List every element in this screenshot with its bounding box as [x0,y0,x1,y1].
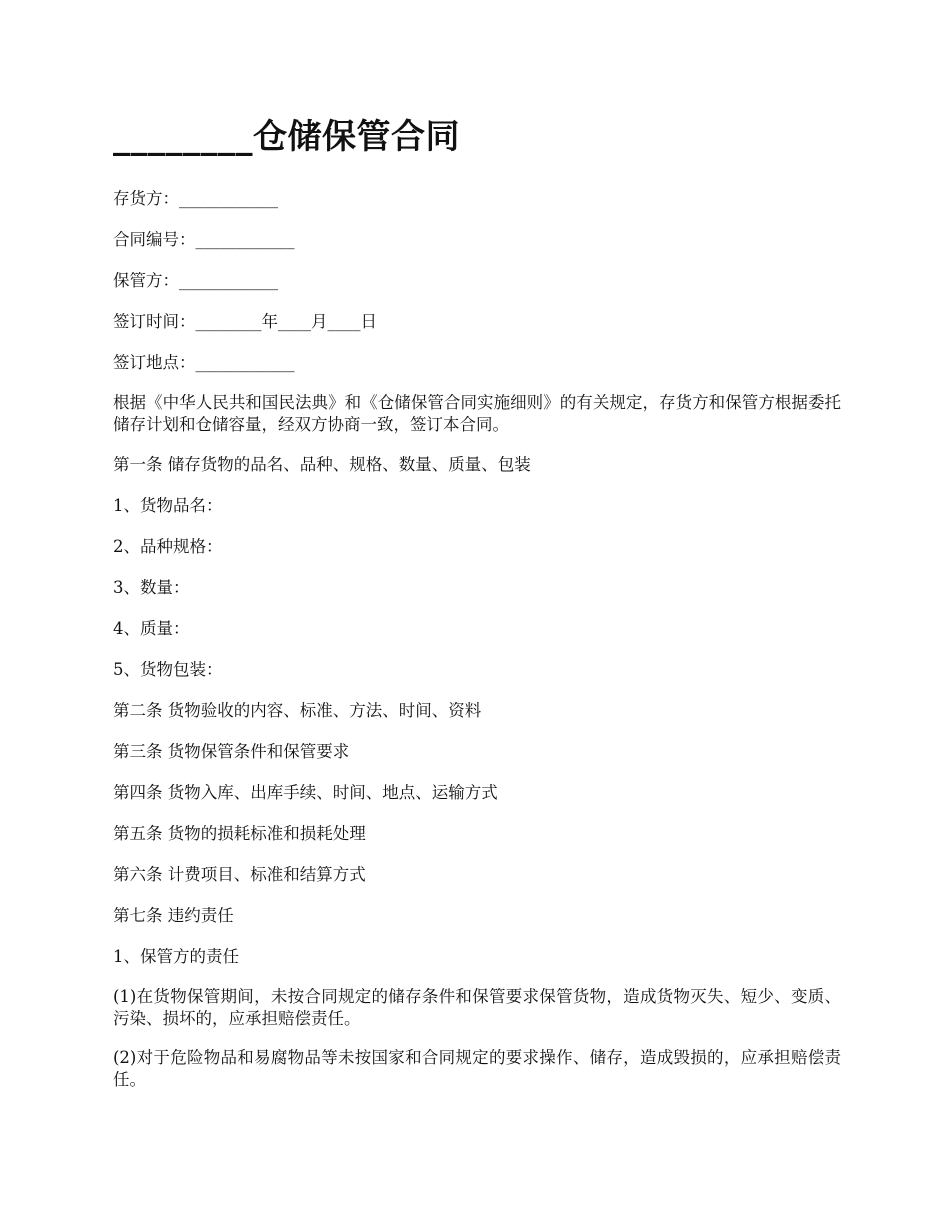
article-7-clause-2: (2)对于危险物品和易腐物品等未按国家和合同规定的要求操作、储存，造成毁损的，应承担赔偿责任。 [113,1048,841,1089]
article-1-item: 1、货物品名： [113,496,223,515]
article-1-item: 3、数量： [113,578,190,597]
article-7-heading: 第七条 违约责任 [113,906,234,925]
field-signing-place: 签订地点：____________ [113,353,295,372]
document-title: ________仓储保管合同 [113,117,460,157]
article-7-clause-1: (1)在货物保管期间，未按合同规定的储存条件和保管要求保管货物，造成货物灭失、短少、变质、污染、损坏的，应承担赔偿责任。 [113,987,841,1028]
field-signing-date: 签订时间：________年____月____日 [113,312,377,331]
article-6-heading: 第六条 计费项目、标准和结算方式 [113,865,366,884]
article-7-subheading: 1、保管方的责任 [113,947,239,966]
document-page [113,110,841,1108]
article-2-heading: 第二条 货物验收的内容、标准、方法、时间、资料 [113,701,482,720]
article-1-heading: 第一条 储存货物的品名、品种、规格、数量、质量、包装 [113,455,531,474]
article-3-heading: 第三条 货物保管条件和保管要求 [113,742,350,761]
article-1-item: 4、质量： [113,619,190,638]
article-5-heading: 第五条 货物的损耗标准和损耗处理 [113,824,366,843]
article-4-heading: 第四条 货物入库、出库手续、时间、地点、运输方式 [113,783,498,802]
article-1-item: 5、货物包装： [113,660,223,679]
article-1-item: 2、品种规格： [113,537,223,556]
preamble-paragraph: 根据《中华人民共和国民法典》和《仓储保管合同实施细则》的有关规定，存货方和保管方根据委托储存计划和仓储容量，经双方协商一致，签订本合同。 [113,393,841,434]
field-custodian: 保管方：____________ [113,271,278,290]
field-depositor: 存货方：____________ [113,189,278,208]
field-contract-number: 合同编号：____________ [113,230,295,249]
